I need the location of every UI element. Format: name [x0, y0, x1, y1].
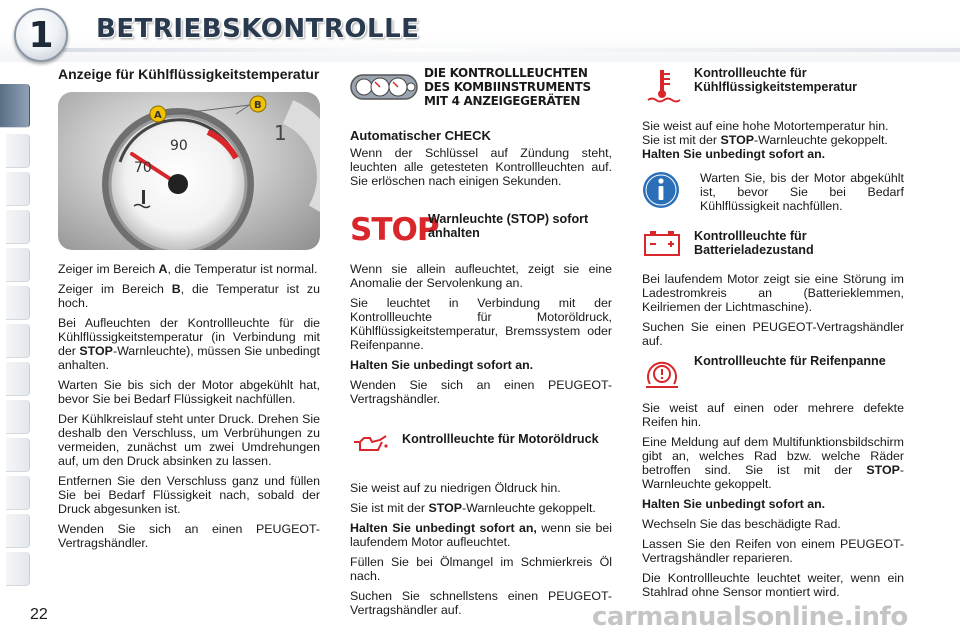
tyre-text-6: Die Kontrollleuchte leuchtet weiter, wenn ein Stahlrad ohne Sensor montiert wird.: [642, 571, 904, 599]
battery-text-2: Suchen Sie einen PEUGEOT-Vertragshändler auf.: [642, 320, 904, 348]
coolant-temp-heading: Kontrollleuchte für Kühlflüssigkeitstemperatur: [694, 66, 858, 94]
coolant-gauge-illustration: [58, 92, 320, 250]
automatic-check-heading: Automatischer CHECK: [350, 128, 491, 143]
gauge-tick-1: 1: [274, 121, 287, 145]
chapter-number-badge: [14, 8, 68, 62]
range-a-text: Zeiger im Bereich A, die Temperatur ist normal.: [58, 262, 318, 276]
chapter-tab[interactable]: [6, 476, 30, 510]
stop-text-1: Wenn sie allein aufleuchtet, zeigt sie eine Anomalie der Servolenkung an.: [350, 262, 612, 290]
tyre-pressure-icon: [642, 354, 694, 393]
chapter-tab[interactable]: [6, 286, 30, 320]
tyre-text-2: Eine Meldung auf dem Multifunktionsbildschirm gibt an, welches Rad bzw. welche Räder betroffen sind. Sie ist mit der STOP-Warnleuchte gekoppelt.: [642, 435, 904, 491]
column-indicator-lights: [642, 66, 904, 605]
header-divider: [60, 48, 960, 52]
chapter-tab[interactable]: [6, 324, 30, 358]
page-number: 22: [30, 606, 48, 623]
chapter-tab[interactable]: [6, 248, 30, 282]
warning-lights-heading: DIE KONTROLLLEUCHTEN DES KOMBIINSTRUMENTS MIT 4 ANZEIGEGERÄTEN: [424, 66, 591, 108]
tyre-text-3: Halten Sie unbedingt sofort an.: [642, 497, 826, 511]
info-note-row: [642, 171, 904, 213]
chapter-number: 1: [28, 14, 54, 56]
oil-pressure-row: [350, 432, 612, 459]
chapter-tab[interactable]: [6, 438, 30, 472]
battery-heading: Kontrollleuchte für Batterieladezustand: [694, 229, 814, 257]
oil-text-5: Suchen Sie schnellstens einen PEUGEOT-Vertragshändler auf.: [350, 589, 612, 617]
battery-row: [642, 229, 904, 260]
coolant-gauge-photo: [58, 92, 320, 250]
chapter-tab[interactable]: [6, 552, 30, 586]
oil-pressure-heading: Kontrollleuchte für Motoröldruck: [402, 432, 599, 446]
oil-text-2: Sie ist mit der STOP-Warnleuchte gekoppelt.: [350, 501, 596, 515]
oil-can-icon: [350, 432, 402, 459]
chapter-tab-active[interactable]: [0, 84, 30, 128]
warning-lights-heading-row: [350, 66, 612, 108]
stop-warning-row: [350, 212, 612, 248]
battery-text-1: Bei laufendem Motor zeigt sie eine Störung im Ladestromkreis an (Batterieklemmen, Keilriemen der Lichtmaschine).: [642, 272, 904, 314]
column-coolant-gauge: [58, 66, 320, 556]
chapter-tab[interactable]: [6, 400, 30, 434]
chapter-tab[interactable]: [6, 362, 30, 396]
chapter-tab[interactable]: [6, 210, 30, 244]
coolant-text-3: Halten Sie unbedingt sofort an.: [642, 147, 826, 161]
coolant-text-2: Sie ist mit der STOP-Warnleuchte gekoppelt.: [642, 133, 888, 147]
battery-icon: [642, 229, 694, 260]
dealer-text: Wenden Sie sich an einen PEUGEOT-Vertragshändler.: [58, 522, 320, 550]
refill-text: Entfernen Sie den Verschluss ganz und füllen Sie bei Bedarf Flüssigkeit nach, sobald der Druck abgesunken ist.: [58, 474, 320, 516]
chapter-tab[interactable]: [6, 514, 30, 548]
tyre-text-4: Wechseln Sie das beschädigte Rad.: [642, 517, 841, 531]
oil-text-3: Halten Sie unbedingt sofort an, wenn sie bei laufendem Motor aufleuchtet.: [350, 521, 612, 549]
tyre-text-1: Sie weist auf einen oder mehrere defekte Reifen hin.: [642, 401, 904, 429]
tyre-heading: Kontrollleuchte für Reifenpanne: [694, 354, 886, 368]
stop-warning-heading: Warnleuchte (STOP) sofort anhalten: [428, 212, 589, 240]
coolant-temp-row: [642, 66, 904, 109]
stop-icon: STOP: [350, 212, 439, 248]
info-note-text: Warten Sie, bis der Motor abgekühlt ist, bevor Sie bei Bedarf Kühlflüssigkeit nachfüllen.: [700, 171, 904, 213]
cooldown-text: Warten Sie bis sich der Motor abgekühlt hat, bevor Sie bei Bedarf Flüssigkeit nachfüllen.: [58, 378, 320, 406]
gauge-mark-a: A: [154, 110, 162, 121]
gauge-mark-b: B: [254, 100, 262, 111]
tyre-row: [642, 354, 904, 393]
tyre-text-5: Lassen Sie den Reifen von einem PEUGEOT-Vertragshändler reparieren.: [642, 537, 904, 565]
oil-text-1: Sie weist auf zu niedrigen Öldruck hin.: [350, 481, 561, 495]
automatic-check-text: Wenn der Schlüssel auf Zündung steht, leuchten alle getesteten Kontrollleuchten auf. Sie erlöschen nach einigen Sekunden.: [350, 146, 612, 188]
pressure-text: Der Kühlkreislauf steht unter Druck. Drehen Sie deshalb den Verschluss, um Verbrühungen zu vermeiden, zunächst um zwei Umdrehungen auf, um den Druck absinken zu lassen.: [58, 412, 320, 468]
gauge-tick-90: 90: [170, 138, 188, 154]
stop-text-2: Sie leuchtet in Verbindung mit der Kontrollleuchte für Motoröldruck, Kühlflüssigkeitstemperatur, Bremssystem oder Reifenpanne.: [350, 296, 612, 352]
chapter-tabs: [0, 62, 32, 582]
stop-text-4: Wenden Sie sich an einen PEUGEOT-Vertragshändler.: [350, 378, 612, 406]
gauge-tick-70: 70: [134, 160, 152, 176]
range-b-text: Zeiger im Bereich B, die Temperatur ist zu hoch.: [58, 282, 320, 310]
oil-text-4: Füllen Sie bei Ölmangel im Schmierkreis Öl nach.: [350, 555, 612, 583]
coolant-gauge-heading: Anzeige für Kühlflüssigkeitstemperatur: [58, 66, 320, 82]
info-icon: [642, 171, 700, 212]
watermark: carmanualsonline.info: [592, 602, 908, 632]
coolant-text-1: Sie weist auf eine hohe Motortemperatur hin.: [642, 119, 889, 133]
chapter-tab[interactable]: [6, 172, 30, 206]
stop-text-3: Halten Sie unbedingt sofort an.: [350, 358, 534, 372]
column-warning-lights: [350, 66, 612, 623]
warning-stop-text: Bei Aufleuchten der Kontrollleuchte für die Kühlflüssigkeitstemperatur (in Verbindung mit der STOP-Warnleuchte), müssen Sie unbedingt anhalten.: [58, 316, 320, 372]
coolant-temperature-icon: [642, 66, 694, 109]
page-title: BETRIEBSKONTROLLE: [96, 14, 420, 44]
chapter-tab[interactable]: [6, 134, 30, 168]
cluster-icon: [350, 66, 424, 105]
